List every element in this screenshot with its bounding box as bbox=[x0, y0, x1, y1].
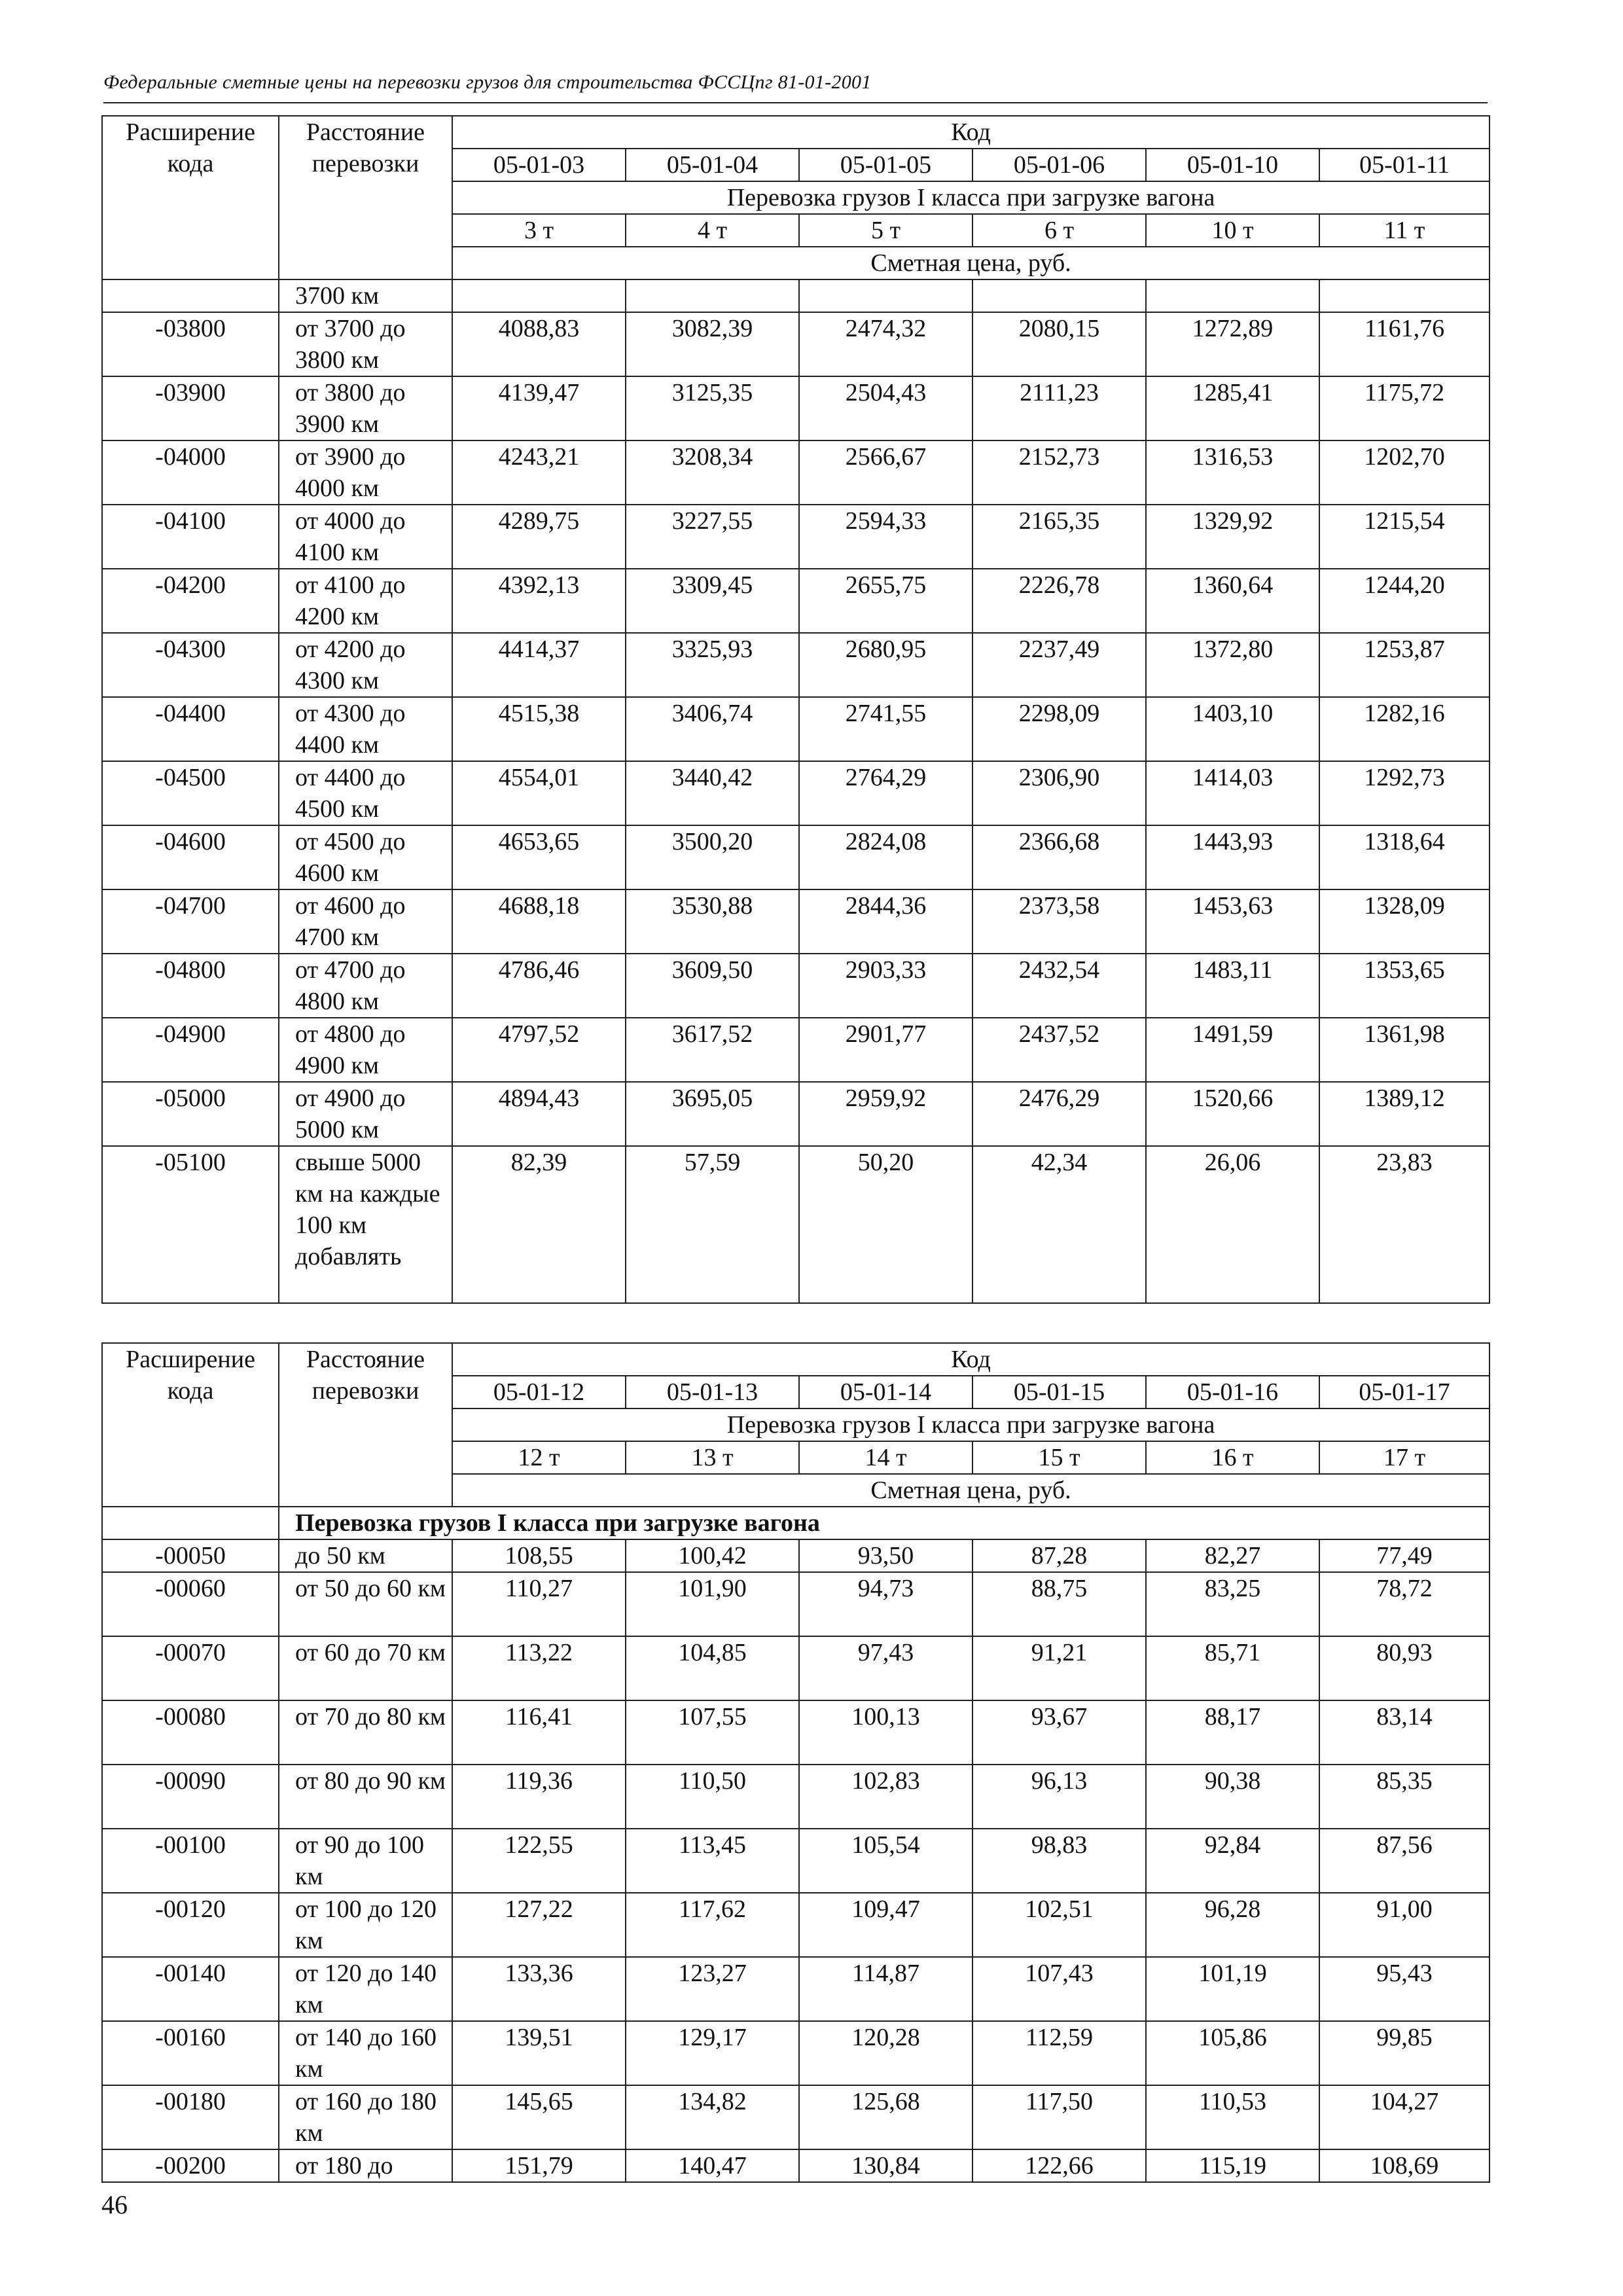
price-cell: 105,86 bbox=[1146, 2021, 1319, 2085]
price-cell: 102,51 bbox=[972, 1893, 1146, 1957]
price-cell: 123,27 bbox=[626, 1957, 799, 2021]
price-cell: 3309,45 bbox=[626, 569, 799, 633]
price-cell: 97,43 bbox=[799, 1636, 972, 1700]
price-cell: 2226,78 bbox=[972, 569, 1146, 633]
price-cell: 108,55 bbox=[452, 1539, 626, 1572]
price-cell: 119,36 bbox=[452, 1765, 626, 1829]
price-cell: 2298,09 bbox=[972, 697, 1146, 761]
price-cell: 107,43 bbox=[972, 1957, 1146, 2021]
header-rule bbox=[103, 102, 1488, 103]
code-extension-cell: -00100 bbox=[102, 1829, 279, 1893]
price-cell: 80,93 bbox=[1319, 1636, 1489, 1700]
price-cell: 87,56 bbox=[1319, 1829, 1489, 1893]
distance-cell: от 4700 до 4800 км bbox=[279, 954, 452, 1018]
price-cell: 3500,20 bbox=[626, 825, 799, 889]
price-cell: 104,27 bbox=[1319, 2085, 1489, 2149]
tonnage-cell: 16 т bbox=[1146, 1441, 1319, 1474]
price-cell: 2474,32 bbox=[799, 312, 972, 376]
price-cell: 3208,34 bbox=[626, 440, 799, 505]
col-header-distance: Расстояние перевозки bbox=[279, 116, 452, 279]
code-cell: 05-01-05 bbox=[799, 149, 972, 181]
price-cell: 1215,54 bbox=[1319, 505, 1489, 569]
col-header-code-extension: Расширение кода bbox=[102, 1343, 279, 1507]
price-cell bbox=[972, 279, 1146, 312]
price-cell: 82,39 bbox=[452, 1146, 626, 1303]
price-cell: 2504,43 bbox=[799, 376, 972, 440]
distance-cell: от 120 до 140 км bbox=[279, 1957, 452, 2021]
code-extension-cell: -00090 bbox=[102, 1765, 279, 1829]
price-cell: 2306,90 bbox=[972, 761, 1146, 825]
code-cell: 05-01-14 bbox=[799, 1376, 972, 1408]
price-cell: 82,27 bbox=[1146, 1539, 1319, 1572]
table-row bbox=[102, 825, 1489, 889]
price-cell bbox=[799, 279, 972, 312]
price-cell: 1443,93 bbox=[1146, 825, 1319, 889]
cargo-class-header: Перевозка грузов I класса при загрузке вагона bbox=[452, 181, 1489, 214]
table-row bbox=[102, 2149, 1489, 2182]
price-cell: 2366,68 bbox=[972, 825, 1146, 889]
price-cell: 120,28 bbox=[799, 2021, 972, 2085]
table-row bbox=[102, 1893, 1489, 1957]
price-cell: 2080,15 bbox=[972, 312, 1146, 376]
price-cell: 116,41 bbox=[452, 1700, 626, 1765]
table-row bbox=[102, 312, 1489, 376]
table-row bbox=[102, 376, 1489, 440]
price-cell: 104,85 bbox=[626, 1636, 799, 1700]
price-cell: 2824,08 bbox=[799, 825, 972, 889]
running-header: Федеральные сметные цены на перевозки грузов для строительства ФССЦпг 81-01-2001 bbox=[103, 71, 872, 93]
price-cell: 1272,89 bbox=[1146, 312, 1319, 376]
table-row bbox=[102, 1018, 1489, 1082]
price-cell: 3325,93 bbox=[626, 633, 799, 697]
code-extension-cell: -00060 bbox=[102, 1572, 279, 1636]
distance-cell: от 4300 до 4400 км bbox=[279, 697, 452, 761]
price-cell: 109,47 bbox=[799, 1893, 972, 1957]
col-header-code-extension: Расширение кода bbox=[102, 116, 279, 279]
table-row bbox=[102, 1572, 1489, 1636]
distance-cell: от 80 до 90 км bbox=[279, 1765, 452, 1829]
price-cell: 125,68 bbox=[799, 2085, 972, 2149]
table-row bbox=[102, 1146, 1489, 1303]
price-cell: 4088,83 bbox=[452, 312, 626, 376]
tonnage-cell: 6 т bbox=[972, 214, 1146, 247]
price-cell: 3227,55 bbox=[626, 505, 799, 569]
price-cell: 2432,54 bbox=[972, 954, 1146, 1018]
code-extension-cell: -05000 bbox=[102, 1082, 279, 1146]
distance-cell: от 3900 до 4000 км bbox=[279, 440, 452, 505]
price-cell: 1253,87 bbox=[1319, 633, 1489, 697]
price-cell: 96,13 bbox=[972, 1765, 1146, 1829]
distance-cell: от 140 до 160 км bbox=[279, 2021, 452, 2085]
distance-cell: от 4800 до 4900 км bbox=[279, 1018, 452, 1082]
price-cell: 3440,42 bbox=[626, 761, 799, 825]
price-cell: 113,45 bbox=[626, 1829, 799, 1893]
price-cell: 4243,21 bbox=[452, 440, 626, 505]
price-cell: 3406,74 bbox=[626, 697, 799, 761]
price-cell: 2437,52 bbox=[972, 1018, 1146, 1082]
code-extension-cell: -03900 bbox=[102, 376, 279, 440]
price-cell: 1285,41 bbox=[1146, 376, 1319, 440]
price-cell: 83,25 bbox=[1146, 1572, 1319, 1636]
price-cell: 140,47 bbox=[626, 2149, 799, 2182]
price-cell: 90,38 bbox=[1146, 1765, 1319, 1829]
price-cell: 107,55 bbox=[626, 1700, 799, 1765]
price-cell: 2476,29 bbox=[972, 1082, 1146, 1146]
code-extension-cell: -04100 bbox=[102, 505, 279, 569]
code-cell: 05-01-10 bbox=[1146, 149, 1319, 181]
price-cell: 133,36 bbox=[452, 1957, 626, 2021]
price-cell: 2903,33 bbox=[799, 954, 972, 1018]
distance-cell: от 90 до 100 км bbox=[279, 1829, 452, 1893]
col-header-distance: Расстояние перевозки bbox=[279, 1343, 452, 1507]
distance-cell: от 4200 до 4300 км bbox=[279, 633, 452, 697]
price-cell: 87,28 bbox=[972, 1539, 1146, 1572]
price-cell: 4414,37 bbox=[452, 633, 626, 697]
price-cell: 134,82 bbox=[626, 2085, 799, 2149]
price-cell: 3082,39 bbox=[626, 312, 799, 376]
price-cell: 127,22 bbox=[452, 1893, 626, 1957]
tonnage-cell: 13 т bbox=[626, 1441, 799, 1474]
price-cell: 114,87 bbox=[799, 1957, 972, 2021]
code-extension-cell: -04200 bbox=[102, 569, 279, 633]
tonnage-cell: 15 т bbox=[972, 1441, 1146, 1474]
tonnage-cell: 5 т bbox=[799, 214, 972, 247]
price-unit-header: Сметная цена, руб. bbox=[452, 247, 1489, 279]
code-extension-cell: -00080 bbox=[102, 1700, 279, 1765]
price-cell bbox=[1319, 279, 1489, 312]
tonnage-cell: 17 т bbox=[1319, 1441, 1489, 1474]
price-cell: 115,19 bbox=[1146, 2149, 1319, 2182]
price-cell: 23,83 bbox=[1319, 1146, 1489, 1303]
price-cell: 57,59 bbox=[626, 1146, 799, 1303]
price-cell: 1483,11 bbox=[1146, 954, 1319, 1018]
price-cell: 83,14 bbox=[1319, 1700, 1489, 1765]
price-cell: 2901,77 bbox=[799, 1018, 972, 1082]
code-extension-cell: -00070 bbox=[102, 1636, 279, 1700]
code-cell: 05-01-04 bbox=[626, 149, 799, 181]
price-cell: 4797,52 bbox=[452, 1018, 626, 1082]
code-extension-cell bbox=[102, 279, 279, 312]
price-cell: 122,55 bbox=[452, 1829, 626, 1893]
table-body bbox=[102, 279, 1489, 1303]
table-header bbox=[102, 116, 1489, 279]
section-title: Перевозка грузов I класса при загрузке вагона bbox=[279, 1507, 1489, 1539]
tonnage-cell: 12 т bbox=[452, 1441, 626, 1474]
price-cell: 122,66 bbox=[972, 2149, 1146, 2182]
price-cell: 78,72 bbox=[1319, 1572, 1489, 1636]
code-cell: 05-01-06 bbox=[972, 149, 1146, 181]
price-cell: 3617,52 bbox=[626, 1018, 799, 1082]
price-cell: 4392,13 bbox=[452, 569, 626, 633]
price-cell: 145,65 bbox=[452, 2085, 626, 2149]
code-extension-cell: -00160 bbox=[102, 2021, 279, 2085]
price-cell: 2655,75 bbox=[799, 569, 972, 633]
price-cell: 1360,64 bbox=[1146, 569, 1319, 633]
table-row bbox=[102, 2085, 1489, 2149]
table-row bbox=[102, 1700, 1489, 1765]
price-cell: 91,21 bbox=[972, 1636, 1146, 1700]
cargo-class-header: Перевозка грузов I класса при загрузке вагона bbox=[452, 1408, 1489, 1441]
price-cell: 85,71 bbox=[1146, 1636, 1319, 1700]
table-row bbox=[102, 1765, 1489, 1829]
code-extension-cell: -03800 bbox=[102, 312, 279, 376]
price-cell: 102,83 bbox=[799, 1765, 972, 1829]
price-cell: 96,28 bbox=[1146, 1893, 1319, 1957]
price-cell: 3609,50 bbox=[626, 954, 799, 1018]
code-extension-cell: -04500 bbox=[102, 761, 279, 825]
price-cell: 2165,35 bbox=[972, 505, 1146, 569]
code-extension-cell bbox=[102, 1507, 279, 1539]
distance-cell: от 4900 до 5000 км bbox=[279, 1082, 452, 1146]
price-cell: 50,20 bbox=[799, 1146, 972, 1303]
price-cell: 113,22 bbox=[452, 1636, 626, 1700]
price-cell: 2741,55 bbox=[799, 697, 972, 761]
price-cell: 110,27 bbox=[452, 1572, 626, 1636]
price-cell: 1414,03 bbox=[1146, 761, 1319, 825]
table-header bbox=[102, 1343, 1489, 1507]
price-cell: 1353,65 bbox=[1319, 954, 1489, 1018]
price-cell: 2111,23 bbox=[972, 376, 1146, 440]
price-cell: 1292,73 bbox=[1319, 761, 1489, 825]
code-group-header: Код bbox=[452, 116, 1489, 149]
continuation-row bbox=[102, 279, 1489, 312]
price-cell bbox=[452, 279, 626, 312]
price-cell: 88,17 bbox=[1146, 1700, 1319, 1765]
distance-cell: от 4400 до 4500 км bbox=[279, 761, 452, 825]
table-row bbox=[102, 1957, 1489, 2021]
price-cell: 91,00 bbox=[1319, 1893, 1489, 1957]
price-cell: 88,75 bbox=[972, 1572, 1146, 1636]
price-cell: 1453,63 bbox=[1146, 889, 1319, 954]
table-body bbox=[102, 1507, 1489, 2182]
price-cell: 94,73 bbox=[799, 1572, 972, 1636]
code-extension-cell: -00140 bbox=[102, 1957, 279, 2021]
price-cell: 100,13 bbox=[799, 1700, 972, 1765]
price-cell: 1318,64 bbox=[1319, 825, 1489, 889]
price-cell: 4894,43 bbox=[452, 1082, 626, 1146]
table-row bbox=[102, 1539, 1489, 1572]
distance-cell: от 4500 до 4600 км bbox=[279, 825, 452, 889]
price-cell: 117,62 bbox=[626, 1893, 799, 1957]
price-cell: 26,06 bbox=[1146, 1146, 1319, 1303]
price-cell: 3530,88 bbox=[626, 889, 799, 954]
code-extension-cell: -00050 bbox=[102, 1539, 279, 1572]
price-cell: 108,69 bbox=[1319, 2149, 1489, 2182]
code-cell: 05-01-12 bbox=[452, 1376, 626, 1408]
price-cell: 4786,46 bbox=[452, 954, 626, 1018]
table-row bbox=[102, 954, 1489, 1018]
price-cell: 1389,12 bbox=[1319, 1082, 1489, 1146]
section-title-row bbox=[102, 1507, 1489, 1539]
price-cell: 1282,16 bbox=[1319, 697, 1489, 761]
price-cell: 1175,72 bbox=[1319, 376, 1489, 440]
code-extension-cell: -00120 bbox=[102, 1893, 279, 1957]
table-row bbox=[102, 440, 1489, 505]
price-cell: 1328,09 bbox=[1319, 889, 1489, 954]
price-cell: 1161,76 bbox=[1319, 312, 1489, 376]
code-group-header: Код bbox=[452, 1343, 1489, 1376]
price-cell: 1316,53 bbox=[1146, 440, 1319, 505]
price-cell: 110,53 bbox=[1146, 2085, 1319, 2149]
price-cell: 3695,05 bbox=[626, 1082, 799, 1146]
code-extension-cell: -00200 bbox=[102, 2149, 279, 2182]
code-extension-cell: -04900 bbox=[102, 1018, 279, 1082]
code-cell: 05-01-11 bbox=[1319, 149, 1489, 181]
price-cell: 95,43 bbox=[1319, 1957, 1489, 2021]
tonnage-cell: 10 т bbox=[1146, 214, 1319, 247]
price-cell: 105,54 bbox=[799, 1829, 972, 1893]
distance-cell: 3700 км bbox=[279, 279, 452, 312]
code-extension-cell: -00180 bbox=[102, 2085, 279, 2149]
table-row bbox=[102, 1636, 1489, 1700]
price-cell: 1361,98 bbox=[1319, 1018, 1489, 1082]
code-extension-cell: -04600 bbox=[102, 825, 279, 889]
price-cell: 2844,36 bbox=[799, 889, 972, 954]
code-extension-cell: -05100 bbox=[102, 1146, 279, 1303]
price-cell: 4515,38 bbox=[452, 697, 626, 761]
price-unit-header: Сметная цена, руб. bbox=[452, 1474, 1489, 1507]
code-extension-cell: -04300 bbox=[102, 633, 279, 697]
price-table-1 bbox=[101, 115, 1490, 1304]
price-cell: 2152,73 bbox=[972, 440, 1146, 505]
table-row bbox=[102, 697, 1489, 761]
price-cell: 101,90 bbox=[626, 1572, 799, 1636]
price-cell: 4653,65 bbox=[452, 825, 626, 889]
price-cell: 130,84 bbox=[799, 2149, 972, 2182]
price-cell: 2566,67 bbox=[799, 440, 972, 505]
price-cell: 1329,92 bbox=[1146, 505, 1319, 569]
price-cell: 4554,01 bbox=[452, 761, 626, 825]
price-cell: 4139,47 bbox=[452, 376, 626, 440]
price-cell: 98,83 bbox=[972, 1829, 1146, 1893]
distance-cell: от 3700 до 3800 км bbox=[279, 312, 452, 376]
code-extension-cell: -04000 bbox=[102, 440, 279, 505]
price-cell: 151,79 bbox=[452, 2149, 626, 2182]
price-cell: 93,50 bbox=[799, 1539, 972, 1572]
price-cell: 2680,95 bbox=[799, 633, 972, 697]
table-row bbox=[102, 889, 1489, 954]
price-cell: 1244,20 bbox=[1319, 569, 1489, 633]
distance-cell: от 4100 до 4200 км bbox=[279, 569, 452, 633]
table-row bbox=[102, 1082, 1489, 1146]
code-cell: 05-01-13 bbox=[626, 1376, 799, 1408]
price-table-2 bbox=[101, 1342, 1490, 2183]
price-cell: 77,49 bbox=[1319, 1539, 1489, 1572]
price-cell: 100,42 bbox=[626, 1539, 799, 1572]
price-cell: 1372,80 bbox=[1146, 633, 1319, 697]
price-cell: 2594,33 bbox=[799, 505, 972, 569]
distance-cell: свыше 5000 км на каждые 100 км добавлять bbox=[279, 1146, 452, 1303]
distance-cell: от 100 до 120 км bbox=[279, 1893, 452, 1957]
price-cell: 93,67 bbox=[972, 1700, 1146, 1765]
table-row bbox=[102, 505, 1489, 569]
price-cell: 2764,29 bbox=[799, 761, 972, 825]
tonnage-cell: 4 т bbox=[626, 214, 799, 247]
price-cell: 2373,58 bbox=[972, 889, 1146, 954]
price-cell: 2959,92 bbox=[799, 1082, 972, 1146]
page-number: 46 bbox=[101, 2190, 128, 2219]
price-cell: 1202,70 bbox=[1319, 440, 1489, 505]
distance-cell: от 4000 до 4100 км bbox=[279, 505, 452, 569]
tonnage-cell: 14 т bbox=[799, 1441, 972, 1474]
price-cell: 117,50 bbox=[972, 2085, 1146, 2149]
distance-cell: от 180 до bbox=[279, 2149, 452, 2182]
price-cell: 99,85 bbox=[1319, 2021, 1489, 2085]
distance-cell: от 60 до 70 км bbox=[279, 1636, 452, 1700]
price-cell: 42,34 bbox=[972, 1146, 1146, 1303]
price-cell: 101,19 bbox=[1146, 1957, 1319, 2021]
price-cell: 2237,49 bbox=[972, 633, 1146, 697]
code-extension-cell: -04800 bbox=[102, 954, 279, 1018]
price-cell: 3125,35 bbox=[626, 376, 799, 440]
table-row bbox=[102, 633, 1489, 697]
distance-cell: до 50 км bbox=[279, 1539, 452, 1572]
tonnage-cell: 3 т bbox=[452, 214, 626, 247]
distance-cell: от 3800 до 3900 км bbox=[279, 376, 452, 440]
table-row bbox=[102, 761, 1489, 825]
price-cell: 1520,66 bbox=[1146, 1082, 1319, 1146]
code-cell: 05-01-03 bbox=[452, 149, 626, 181]
price-cell: 1403,10 bbox=[1146, 697, 1319, 761]
code-cell: 05-01-17 bbox=[1319, 1376, 1489, 1408]
distance-cell: от 50 до 60 км bbox=[279, 1572, 452, 1636]
table-row bbox=[102, 2021, 1489, 2085]
price-cell bbox=[626, 279, 799, 312]
price-cell: 4688,18 bbox=[452, 889, 626, 954]
price-cell: 112,59 bbox=[972, 2021, 1146, 2085]
price-cell: 1491,59 bbox=[1146, 1018, 1319, 1082]
price-cell: 92,84 bbox=[1146, 1829, 1319, 1893]
code-extension-cell: -04400 bbox=[102, 697, 279, 761]
price-cell: 4289,75 bbox=[452, 505, 626, 569]
code-cell: 05-01-16 bbox=[1146, 1376, 1319, 1408]
price-cell: 129,17 bbox=[626, 2021, 799, 2085]
distance-cell: от 160 до 180 км bbox=[279, 2085, 452, 2149]
distance-cell: от 70 до 80 км bbox=[279, 1700, 452, 1765]
distance-cell: от 4600 до 4700 км bbox=[279, 889, 452, 954]
price-cell: 85,35 bbox=[1319, 1765, 1489, 1829]
table-row bbox=[102, 1829, 1489, 1893]
price-cell: 139,51 bbox=[452, 2021, 626, 2085]
price-cell bbox=[1146, 279, 1319, 312]
code-cell: 05-01-15 bbox=[972, 1376, 1146, 1408]
tonnage-cell: 11 т bbox=[1319, 214, 1489, 247]
code-extension-cell: -04700 bbox=[102, 889, 279, 954]
price-cell: 110,50 bbox=[626, 1765, 799, 1829]
table-row bbox=[102, 569, 1489, 633]
